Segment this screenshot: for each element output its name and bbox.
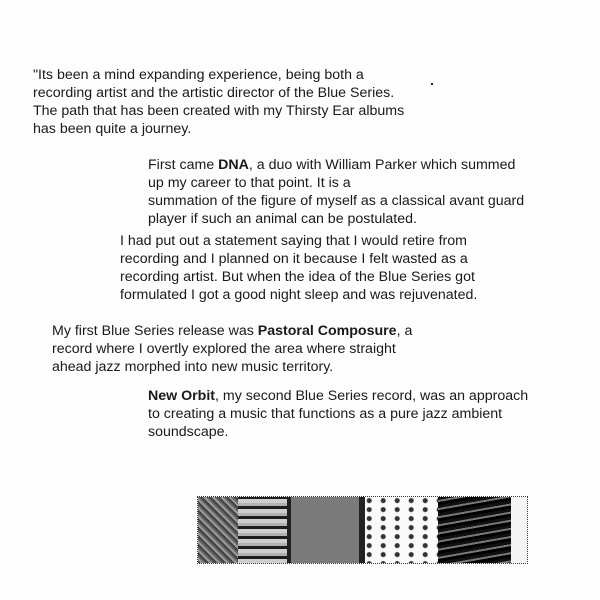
scan-speck xyxy=(431,83,433,85)
text-line xyxy=(148,156,524,174)
text: My first Blue Series release was xyxy=(52,323,258,339)
text: First came xyxy=(148,157,219,173)
text-line: player if such an animal can be postulated. xyxy=(148,211,417,227)
retire-paragraph xyxy=(120,232,477,304)
text-line xyxy=(148,387,528,405)
intro-paragraph xyxy=(33,66,404,138)
text-line: I had put out a statement saying that I would retire from xyxy=(120,233,467,249)
texture-grey xyxy=(287,497,365,563)
dna-paragraph xyxy=(148,156,524,228)
text-line: formulated I got a good night sleep and was rejuvenated. xyxy=(120,287,478,303)
album-title-dna: DNA xyxy=(218,157,249,173)
text-line: "Its been a mind expanding experience, being both a xyxy=(33,67,364,83)
texture-speckled xyxy=(365,497,438,563)
text-line: record where I overtly explored the area where straight xyxy=(52,341,396,357)
texture-white xyxy=(511,497,527,563)
text-line xyxy=(52,322,412,340)
text-line: has been quite a journey. xyxy=(33,121,192,137)
text-line: summation of the figure of myself as a classical avant guard xyxy=(148,193,525,209)
text-line: recording and I planned on it because I felt wasted as a xyxy=(120,251,468,267)
album-title-new-orbit: New Orbit xyxy=(148,388,216,404)
text: , a xyxy=(396,323,413,339)
texture-dark-swirl xyxy=(438,497,511,563)
text-line: The path that has been created with my Thirsty Ear albums xyxy=(33,103,405,119)
text: , my second Blue Series record, was an approach xyxy=(215,388,529,404)
text-line: ahead jazz morphed into new music territory. xyxy=(52,359,334,375)
text: , a duo with William Parker which summed xyxy=(248,157,516,173)
text-line: up my career to that point. It is a xyxy=(148,175,351,191)
pastoral-paragraph xyxy=(52,322,412,376)
texture-brick xyxy=(238,497,287,563)
texture-diagonal xyxy=(198,497,238,563)
new-orbit-paragraph xyxy=(148,387,528,441)
text-line: to creating a music that functions as a pure jazz ambient xyxy=(148,406,503,422)
text-line: soundscape. xyxy=(148,424,229,440)
texture-image-strip xyxy=(197,496,528,564)
text-line: recording artist. But when the idea of the Blue Series got xyxy=(120,269,475,285)
album-title-pastoral-composure: Pastoral Composure xyxy=(257,323,397,339)
text-line: recording artist and the artistic director of the Blue Series. xyxy=(33,85,395,101)
